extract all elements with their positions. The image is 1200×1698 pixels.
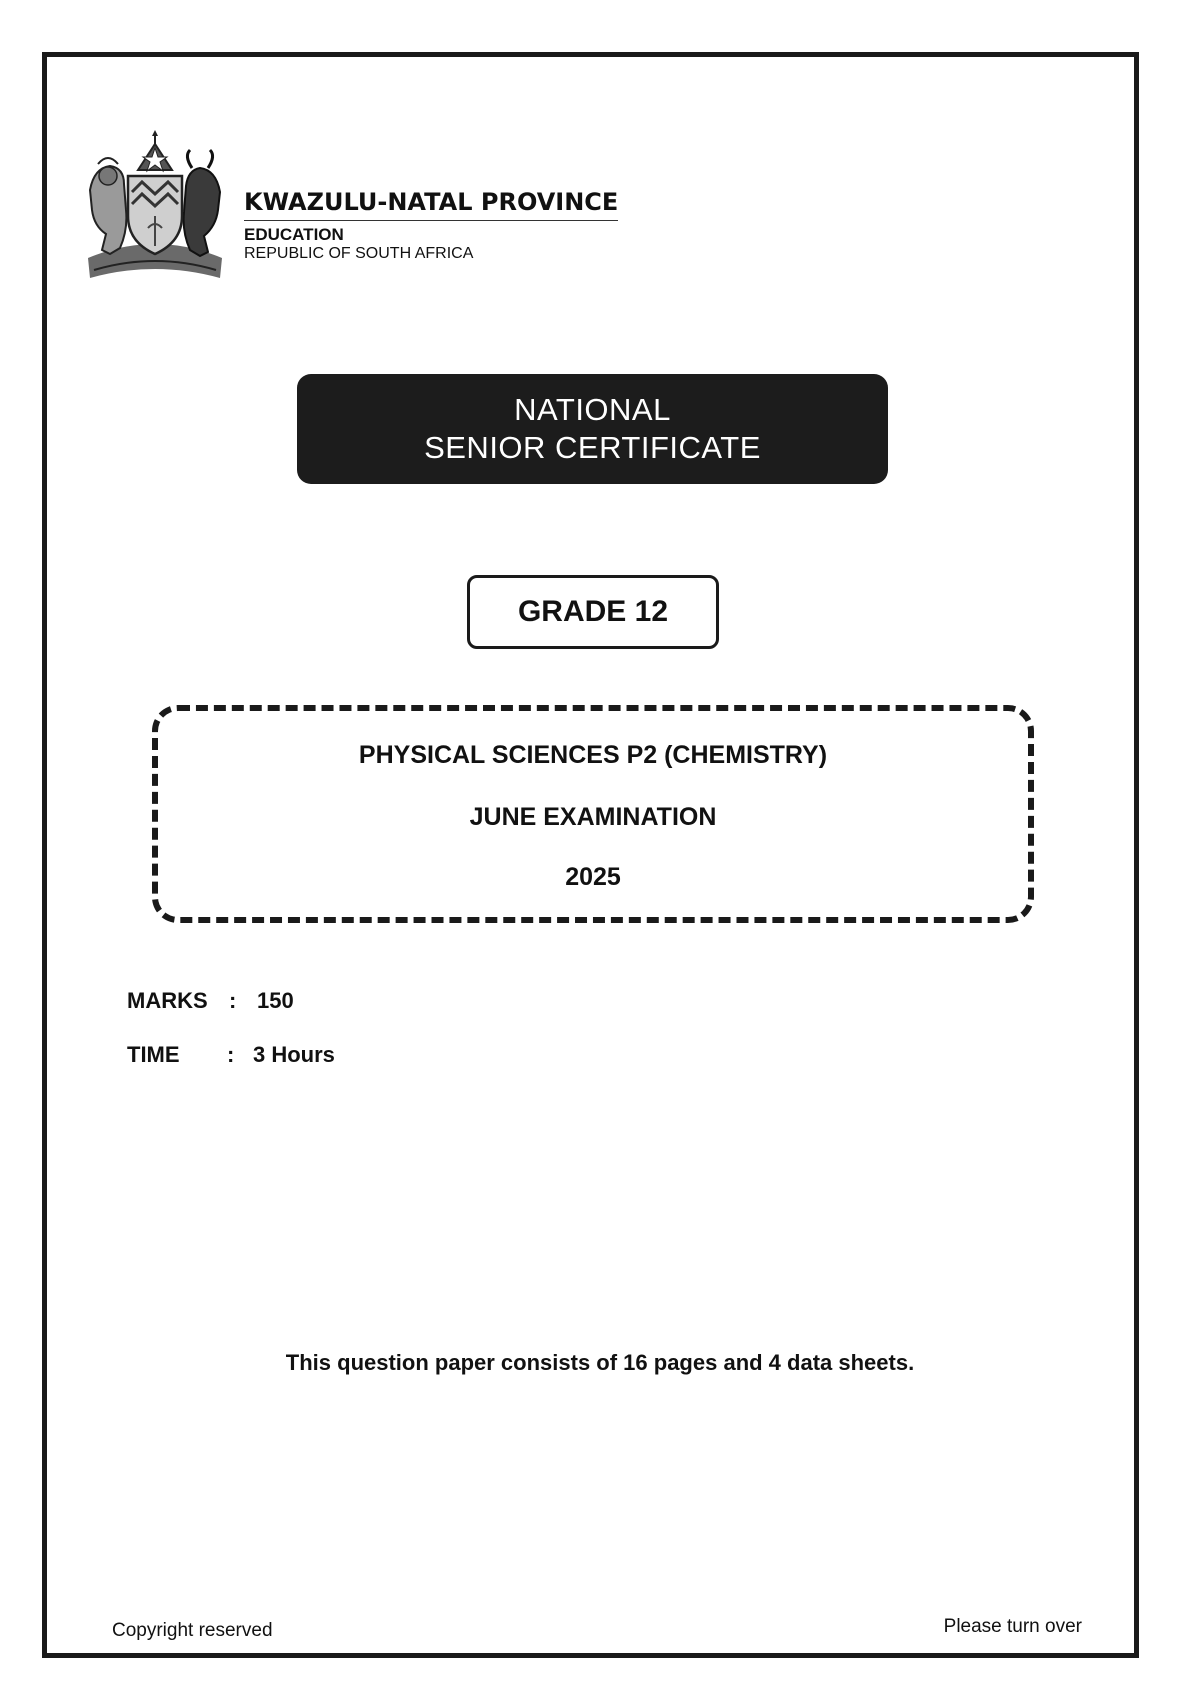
grade-box <box>467 575 719 649</box>
certificate-line-1: NATIONAL <box>514 392 671 427</box>
exam-year: 2025 <box>565 863 621 891</box>
exam-name: JUNE EXAMINATION <box>469 803 717 831</box>
certificate-line-2: SENIOR CERTIFICATE <box>424 430 761 465</box>
marks-label: MARKS <box>127 988 208 1013</box>
marks-value: 150 <box>257 988 294 1013</box>
province-title: KWAZULU-NATAL PROVINCE <box>244 188 618 221</box>
certificate-banner <box>297 374 888 484</box>
country-name: REPUBLIC OF SOUTH AFRICA <box>244 245 474 262</box>
subject-box <box>152 705 1034 923</box>
turn-over-notice: Please turn over <box>943 1616 1082 1637</box>
pages-note: This question paper consists of 16 pages and 4 data sheets. <box>285 1350 915 1375</box>
time-value: 3 Hours <box>253 1042 335 1067</box>
subject-title: PHYSICAL SCIENCES P2 (CHEMISTRY) <box>358 741 828 769</box>
time-separator: : <box>227 1042 235 1067</box>
grade-label: GRADE 12 <box>517 595 669 628</box>
header <box>80 130 660 290</box>
province-block <box>244 188 618 263</box>
coat-of-arms-icon <box>80 130 230 290</box>
marks-separator: : <box>229 988 237 1013</box>
time-label: TIME <box>127 1042 180 1067</box>
department-name: EDUCATION <box>244 225 344 244</box>
copyright-notice: Copyright reserved <box>112 1620 273 1641</box>
